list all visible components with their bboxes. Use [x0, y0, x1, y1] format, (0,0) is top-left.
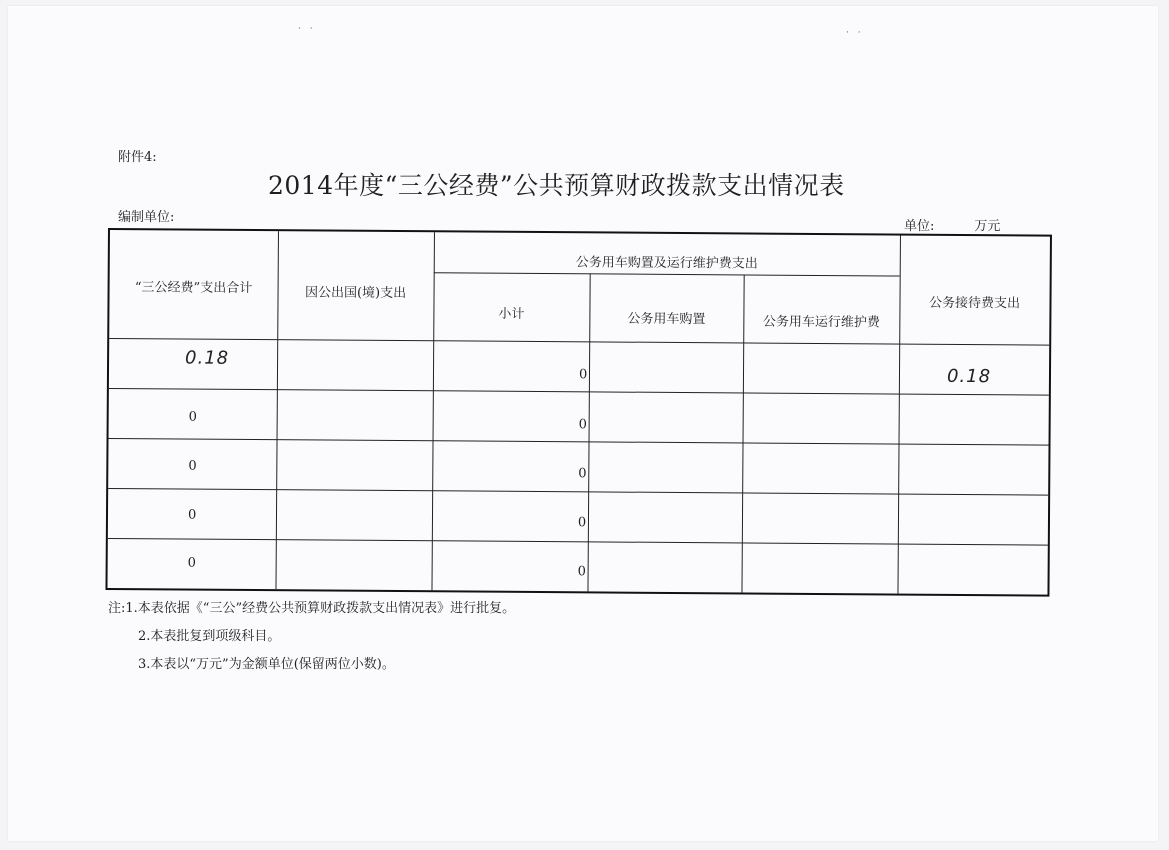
header-reception: 公务接待费支出 [928, 295, 1021, 312]
notes-prefix: 注: [108, 601, 126, 616]
unit-label: 单位: [904, 219, 935, 234]
table-divider [108, 488, 1048, 496]
scan-speck: · · [846, 28, 864, 38]
row-3-subtotal: 0 [578, 466, 587, 482]
scan-speck: · · [298, 24, 316, 34]
row-2-total: 0 [188, 409, 198, 425]
note-item: 3.本表以“万元”为金额单位(保留两位小数)。 [138, 657, 395, 672]
table-divider [109, 338, 1049, 346]
table-divider [109, 388, 1049, 396]
unit-value: 万元 [974, 219, 1001, 234]
row-5-subtotal: 0 [577, 564, 586, 580]
row-5-total: 0 [187, 555, 196, 571]
header-vehicle-purchase: 公务用车购置 [627, 311, 706, 328]
note-item [108, 595, 515, 623]
note-text: 1.本表依据《“三公”经费公共预算财政拨款支出情况表》进行批复。 [125, 601, 516, 616]
row-2-subtotal: 0 [578, 417, 587, 433]
note-item: 2.本表批复到项级科目。 [138, 629, 281, 644]
table-divider [897, 236, 901, 594]
table-divider [109, 438, 1049, 446]
table-divider [108, 538, 1048, 546]
row-4-total: 0 [187, 507, 197, 523]
header-subtotal: 小计 [498, 306, 525, 322]
header-total: “三公经费”支出合计 [134, 280, 253, 297]
row-4-subtotal: 0 [577, 515, 587, 531]
expense-table [105, 228, 1052, 597]
attachment-label: 附件4: [118, 150, 157, 165]
header-vehicle-group: 公务用车购置及运行维护费支出 [575, 255, 758, 272]
document-title: 2014年度“三公经费”公共预算财政拨款支出情况表 [268, 171, 845, 200]
notes-section [108, 595, 515, 679]
compiler-label: 编制单位: [118, 210, 175, 225]
table-divider [434, 272, 900, 277]
row-1-total: 0.18 [185, 347, 230, 369]
row-3-total: 0 [188, 458, 197, 474]
row-1-reception: 0.18 [946, 365, 992, 388]
row-1-subtotal: 0 [578, 367, 588, 383]
unit-indicator [904, 215, 1000, 234]
header-abroad: 因公出国(境)支出 [304, 285, 407, 302]
header-vehicle-maintenance: 公务用车运行维护费 [762, 314, 880, 331]
